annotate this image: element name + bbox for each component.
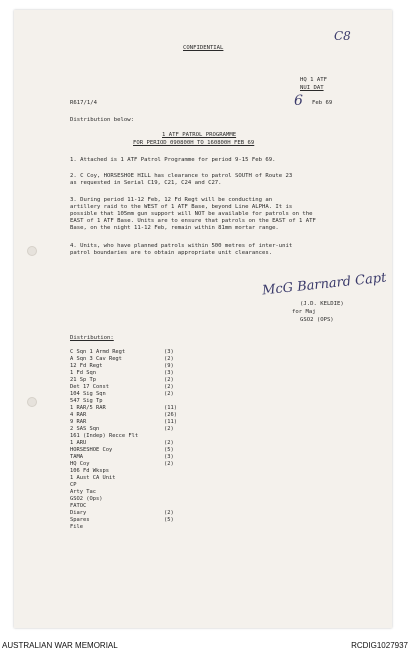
list-item-qty: (2) [164,461,174,467]
list-item-qty: (5) [164,517,174,523]
signature: McG Barnard Capt [261,270,388,299]
list-item: File [70,524,83,530]
list-item: GSO2 (Ops) [70,496,103,502]
title-line-1: 1 ATF PATROL PROGRAMME [162,132,237,138]
distribution-below: Distribution below: [70,117,134,123]
list-item: HORSESHOE Coy [70,447,113,453]
list-item-qty: (2) [164,426,174,432]
paragraph-3-line-5: Base, on the night 11-12 Feb, remain within 81mm mortar range. [70,225,279,231]
list-item: 1 RAR/5 RAR [70,405,106,411]
paragraph-2-line-2: as requested in Serial C19, C21, C24 and C27. [70,180,222,186]
list-item: 9 RAR [70,419,87,425]
paragraph-3-line-4: EAST of 1 ATF Base. Units are to ensure that patrols on the EAST of 1 ATF [70,218,316,224]
footer-catalog-id: RCDIG1027937 [351,641,408,650]
handwritten-corner-mark: C8 [334,29,351,43]
list-item: 2 SAS Sqn [70,426,100,432]
paragraph-4-line-2: patrol boundaries are to obtain appropriate unit clearances. [70,250,273,256]
list-item: 106 Fd Wksps [70,468,109,474]
paragraph-2-line-1: 2. C Coy, HORSESHOE HILL has clearance to patrol SOUTH of Route 23 [70,173,293,179]
punch-hole-top [27,246,37,256]
list-item: Diary [70,510,87,516]
list-item-qty: (5) [164,447,174,453]
list-item-qty: (2) [164,391,174,397]
list-item-qty: (2) [164,384,174,390]
paragraph-4-line-1: 4. Units, who have planned patrols within 500 metres of inter-unit [70,243,293,249]
archive-footer [0,638,412,654]
list-item-qty: (3) [164,370,174,376]
list-item: A Sqn 3 Cav Regt [70,356,122,362]
list-item-qty: (2) [164,440,174,446]
list-item: FATOC [70,503,87,509]
reference-number: R617/1/4 [70,100,97,106]
distribution-heading: Distribution: [70,335,114,341]
list-item: 1 Fd Sqn [70,370,96,376]
list-item-qty: (3) [164,349,174,355]
list-item-qty: (2) [164,356,174,362]
list-item: 4 RAR [70,412,87,418]
list-item-qty: (2) [164,377,174,383]
date-day: 6 [294,93,303,109]
list-item: 12 Fd Regt [70,363,103,369]
hq-line-1: HQ 1 ATF [300,77,327,83]
punch-hole-bottom [27,397,37,407]
hq-line-2: NUI DAT [300,85,324,91]
footer-institution: AUSTRALIAN WAR MEMORIAL [2,641,118,650]
signature-for: for Maj [292,309,316,315]
paragraph-3-line-3: possible that 105mm gun support will NOT be available for patrols on the [70,211,313,217]
list-item-qty: (9) [164,363,174,369]
list-item: TAMA [70,454,83,460]
paragraph-1: 1. Attached is 1 ATF Patrol Programme for period 9-15 Feb 69. [70,157,276,163]
list-item-qty: (26) [164,412,177,418]
list-item: HQ Coy [70,461,90,467]
list-item: C Sqn 1 Armd Regt [70,349,126,355]
list-item: Arty Tac [70,489,96,495]
signature-title: GSO2 (OPS) [300,317,334,323]
paragraph-3-line-2: artillery raid to the WEST of 1 ATF Base, beyond Line ALPHA. It is [70,204,293,210]
confidential-heading: CONFIDENTIAL [183,45,224,51]
list-item: CP [70,482,77,488]
list-item-qty: (11) [164,405,177,411]
list-item: 161 (Indep) Recce Flt [70,433,139,439]
list-item: 104 Sig Sqn [70,391,106,397]
date-month-year: Feb 69 [312,100,333,106]
list-item: 547 Sig Tp [70,398,103,404]
list-item: 21 Sp Tp [70,377,96,383]
signature-name: (J.D. KELDIE) [300,301,344,307]
list-item: 1 ARU [70,440,87,446]
paragraph-3-line-1: 3. During period 11-12 Feb, 12 Fd Regt will be conducting an [70,197,273,203]
list-item: 1 Aust CA Unit [70,475,116,481]
list-item-qty: (3) [164,454,174,460]
title-line-2: FOR PERIOD 090800H TO 160800H FEB 69 [133,140,255,146]
list-item-qty: (11) [164,419,177,425]
list-item: Spares [70,517,90,523]
list-item-qty: (2) [164,510,174,516]
list-item: Det 17 Const [70,384,109,390]
